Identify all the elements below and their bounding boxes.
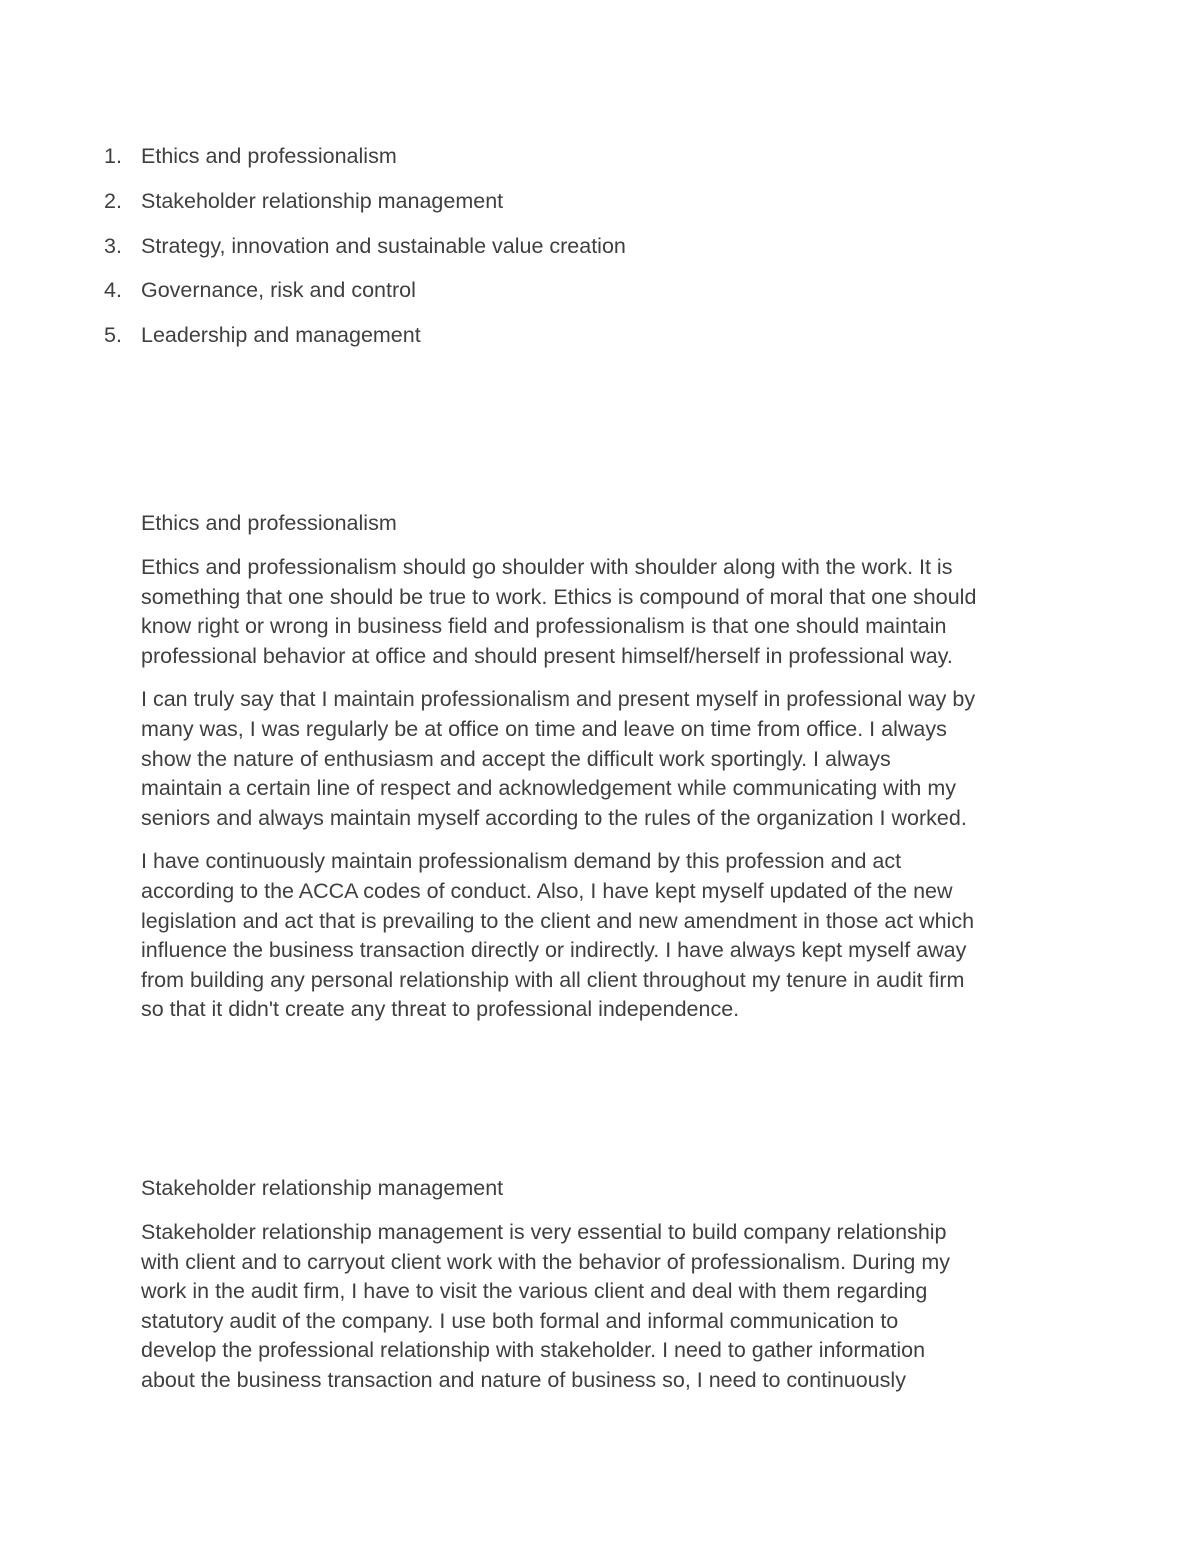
text-line: know right or wrong in business field and professionalism is that one should maintain: [141, 614, 947, 639]
text-line: maintain a certain line of respect and acknowledgement while communicating with my: [141, 776, 957, 801]
topic-list-item: [104, 141, 626, 186]
text-line: about the business transaction and nature of business so, I need to continuously: [141, 1367, 906, 1392]
list-label: Ethics and professionalism: [141, 144, 397, 168]
list-label: Strategy, innovation and sustainable value creation: [141, 233, 626, 258]
list-label: Leadership and management: [141, 323, 421, 348]
text-line: statutory audit of the company. I use both formal and informal communication to: [141, 1308, 899, 1333]
list-number: 4.: [104, 278, 122, 303]
section-title: Stakeholder relationship management: [141, 1176, 504, 1200]
paragraph: [141, 685, 1071, 833]
paragraph: [141, 1218, 1071, 1396]
topic-list-item: [104, 320, 626, 365]
text-line: Stakeholder relationship management is very essential to build company relationship: [141, 1220, 947, 1244]
text-line: so that it didn't create any threat to professional independence.: [141, 997, 740, 1022]
topic-list: [104, 141, 626, 365]
text-line: show the nature of enthusiasm and accept the difficult work sportingly. I always: [141, 746, 891, 771]
text-line: seniors and always maintain myself according to the rules of the organization I worked.: [141, 805, 967, 830]
text-line: with client and to carryout client work with the behavior of professionalism. During my: [141, 1249, 950, 1274]
text-line: according to the ACCA codes of conduct. Also, I have kept myself updated of the new: [141, 878, 953, 903]
list-number: 2.: [104, 188, 122, 213]
text-line: work in the audit firm, I have to visit the various client and deal with them regarding: [141, 1279, 928, 1304]
text-line: many was, I was regularly be at office on time and leave on time from office. I always: [141, 716, 947, 741]
text-line: from building any personal relationship with all client throughout my tenure in audit firm: [141, 967, 965, 992]
list-number: 1.: [104, 144, 122, 168]
text-line: I have continuously maintain professionalism demand by this profession and act: [141, 849, 902, 874]
topic-list-item: [104, 186, 626, 231]
text-line: develop the professional relationship with stakeholder. I need to gather information: [141, 1338, 926, 1363]
stakeholder-section: [141, 1173, 1071, 1410]
text-line: influence the business transaction directly or indirectly. I have always kept myself away: [141, 938, 967, 963]
paragraph: [141, 553, 1071, 671]
list-label: Stakeholder relationship management: [141, 188, 504, 213]
text-line: I can truly say that I maintain professionalism and present myself in professional way by: [141, 687, 976, 712]
text-line: Ethics and professionalism should go shoulder with shoulder along with the work. It is: [141, 555, 953, 579]
topic-list-item: [104, 275, 626, 320]
list-label: Governance, risk and control: [141, 278, 416, 303]
list-number: 3.: [104, 233, 122, 258]
paragraph: [141, 847, 1071, 1025]
topic-list-item: [104, 231, 626, 276]
list-number: 5.: [104, 323, 122, 348]
text-line: legislation and act that is prevailing to the client and new amendment in those act which: [141, 908, 975, 933]
ethics-section: [141, 508, 1071, 1039]
section-title: Ethics and professionalism: [141, 511, 397, 535]
text-line: something that one should be true to work. Ethics is compound of moral that one should: [141, 584, 977, 609]
text-line: professional behavior at office and should present himself/herself in professional way.: [141, 643, 953, 668]
